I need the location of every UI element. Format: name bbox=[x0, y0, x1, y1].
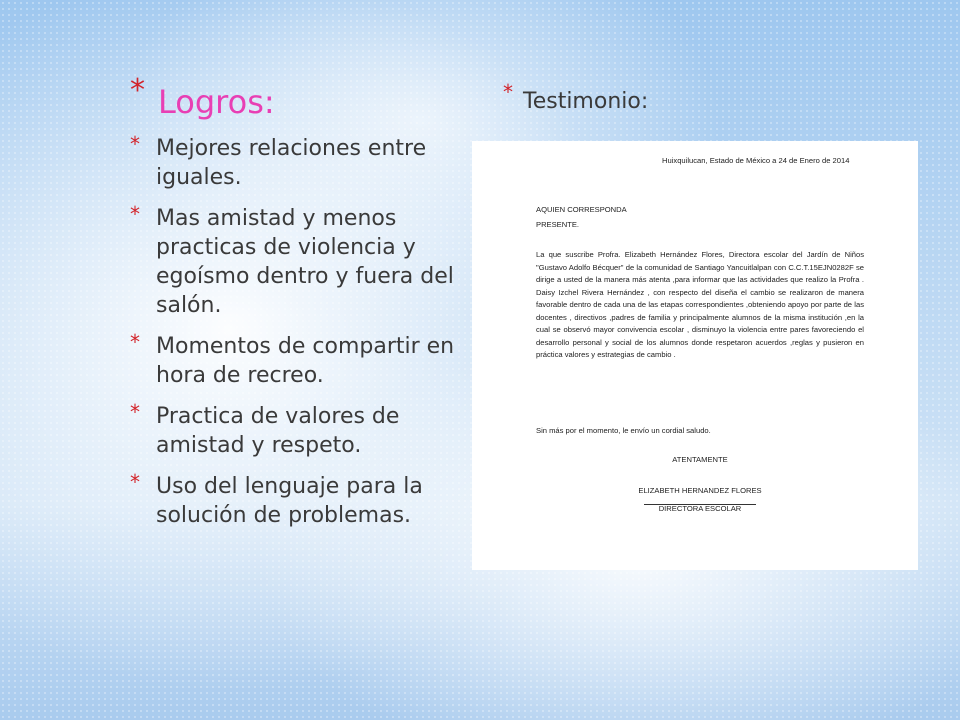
testimony-letter bbox=[472, 141, 918, 570]
asterisk-bullet-icon: * bbox=[130, 132, 140, 156]
asterisk-bullet-icon: * bbox=[130, 400, 140, 424]
list-item bbox=[130, 472, 460, 530]
list-item-text: Practica de valores de amistad y respeto. bbox=[156, 404, 400, 458]
asterisk-bullet-icon: * bbox=[130, 202, 140, 226]
letter-recipient: AQUIEN CORRESPONDA bbox=[536, 205, 627, 214]
testimony-heading bbox=[503, 82, 648, 122]
letter-signer: ELIZABETH HERNANDEZ FLORES bbox=[638, 486, 762, 495]
achievements-heading bbox=[130, 73, 460, 126]
list-item bbox=[130, 402, 460, 460]
achievements-list bbox=[130, 134, 460, 530]
testimony-title: Testimonio: bbox=[523, 89, 649, 114]
asterisk-bullet-icon: * bbox=[130, 73, 145, 108]
list-item bbox=[130, 204, 460, 320]
list-item-text: Mejores relaciones entre iguales. bbox=[156, 136, 427, 190]
letter-body bbox=[536, 249, 864, 362]
letter-signer-role: DIRECTORA ESCOLAR bbox=[658, 504, 742, 513]
letter-body-text: La que suscribe Profra. Elizabeth Hernández Flores, Directora escolar del Jardín de Niños "Gustavo Adolfo Bécquer" de la comunidad de Santiago Yancuitlalpan con C.C.T.15EJN0282F se dirige a usted de la manera más atenta ,para informar que las actividades que realizo la Profra . Daisy Izchel Rivera Hernández , con respecto del diseña el cambio se realizaron de manera favorable dentro de cada una de las etapas correspondientes ,obteniendo apoyo por parte de las docentes , directivos ,padres de familia y principalmente alumnos de la misma institución ,en la cual se observó mayor convivencia escolar , disminuyo la violencia entre pares favoreciendo el desarrollo personal y social de los alumnos donde respetaron acuerdos ,reglas y pusieron en práctica valores y estrategias de cambio . bbox=[536, 250, 864, 359]
asterisk-bullet-icon: * bbox=[130, 470, 140, 494]
list-item bbox=[130, 134, 460, 192]
asterisk-bullet-icon: * bbox=[130, 330, 140, 354]
letter-salutation: PRESENTE. bbox=[536, 220, 580, 229]
achievements-title: Logros: bbox=[158, 83, 275, 121]
achievements-section bbox=[130, 73, 460, 542]
letter-date: Huixquilucan, Estado de México a 24 de Enero de 2014 bbox=[662, 156, 850, 165]
letter-atentamente: ATENTAMENTE bbox=[672, 455, 728, 464]
list-item-text: Momentos de compartir en hora de recreo. bbox=[156, 334, 455, 388]
letter-closing: Sin más por el momento, le envío un cordial saludo. bbox=[536, 426, 711, 435]
list-item bbox=[130, 332, 460, 390]
asterisk-bullet-icon: * bbox=[503, 80, 513, 104]
list-item-text: Uso del lenguaje para la solución de problemas. bbox=[156, 474, 423, 528]
list-item-text: Mas amistad y menos practicas de violencia y egoísmo dentro y fuera del salón. bbox=[156, 206, 454, 318]
